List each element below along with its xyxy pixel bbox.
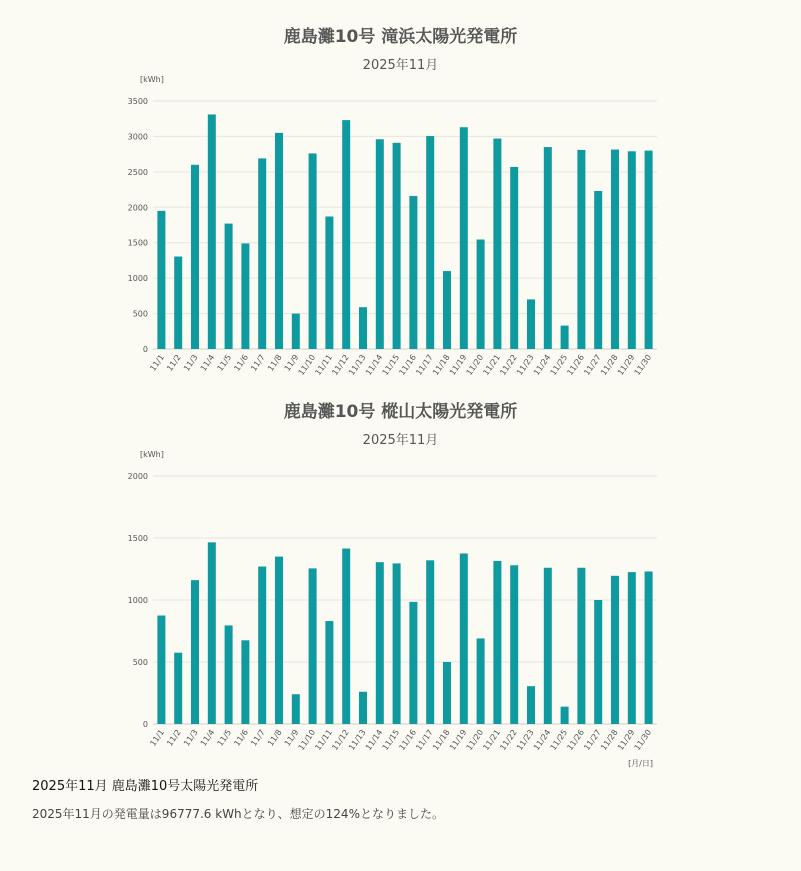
x-tick-label: 11/3	[181, 352, 200, 373]
summary-title: 2025年11月 鹿島灘10号太陽光発電所	[32, 779, 259, 794]
bar	[409, 602, 417, 724]
x-tick-label: 11/19	[447, 727, 469, 753]
x-tick-label: 11/20	[464, 352, 486, 378]
bar	[544, 147, 552, 349]
bar	[309, 568, 317, 724]
bar	[577, 568, 585, 724]
x-tick-label: 11/11	[313, 352, 335, 378]
y-tick-label: 1500	[127, 238, 148, 248]
bar	[628, 151, 636, 349]
bar	[258, 567, 266, 724]
bar	[594, 600, 602, 724]
bar	[460, 127, 468, 349]
y-tick-label: 1500	[127, 534, 148, 543]
bar	[258, 158, 266, 349]
bar	[157, 211, 165, 349]
x-tick-label: 11/27	[582, 352, 603, 378]
x-tick-label: 11/15	[380, 727, 402, 753]
bar	[460, 554, 468, 725]
bar	[426, 560, 434, 724]
x-tick-label: 11/21	[481, 352, 503, 378]
x-tick-label: 11/14	[363, 727, 385, 753]
bar	[325, 621, 333, 724]
x-tick-label: 11/3	[181, 727, 200, 748]
x-tick-label: 11/4	[198, 727, 217, 748]
bar	[493, 561, 501, 724]
bar	[359, 692, 367, 724]
x-tick-label: 11/23	[515, 352, 536, 378]
x-tick-label: 11/25	[548, 727, 570, 753]
x-tick-label: 11/12	[330, 727, 351, 753]
x-tick-label: 11/7	[249, 727, 267, 748]
x-tick-label: 11/5	[215, 352, 234, 373]
bar	[510, 565, 518, 724]
bar	[527, 299, 535, 349]
chart-1-title: 鹿島灘10号 滝浜太陽光発電所	[283, 27, 518, 47]
chart-2-title: 鹿島灘10号 樅山太陽光発電所	[283, 402, 518, 422]
chart-2-svg	[0, 445, 801, 770]
y-unit-label: [kWh]	[140, 75, 164, 84]
bar	[443, 662, 451, 724]
bar	[493, 139, 501, 349]
x-tick-label: 11/17	[414, 352, 435, 378]
x-tick-label: 11/16	[397, 352, 419, 378]
y-tick-label: 2000	[127, 203, 148, 213]
x-tick-label: 11/20	[464, 727, 486, 753]
bar	[561, 707, 569, 724]
x-tick-label: 11/2	[165, 352, 183, 373]
bar	[577, 150, 585, 349]
x-tick-label: 11/28	[599, 352, 620, 378]
bar	[225, 224, 233, 349]
bar	[527, 686, 535, 724]
x-tick-label: 11/10	[296, 727, 318, 753]
bar	[544, 568, 552, 724]
bar	[174, 257, 182, 349]
x-tick-label: 11/21	[481, 727, 503, 753]
y-tick-label: 500	[132, 309, 148, 319]
x-tick-label: 11/10	[296, 352, 318, 378]
x-tick-label: 11/1	[148, 727, 167, 748]
bar	[393, 563, 401, 724]
bar	[275, 133, 283, 349]
bar	[594, 191, 602, 349]
bar	[191, 580, 199, 724]
y-tick-label: 2500	[127, 167, 148, 177]
chart-1-svg	[0, 70, 801, 400]
x-tick-label: 11/8	[265, 727, 284, 748]
y-tick-label: 3500	[127, 97, 148, 106]
x-tick-label: 11/7	[249, 352, 267, 373]
bar	[275, 557, 283, 724]
bar	[426, 136, 434, 349]
x-tick-label: 11/29	[615, 727, 637, 753]
x-tick-label: 11/26	[565, 727, 587, 753]
bar	[359, 307, 367, 349]
bar	[292, 694, 300, 724]
x-tick-label: 11/16	[397, 727, 419, 753]
y-tick-label: 1000	[127, 274, 148, 284]
x-tick-label: 11/8	[265, 352, 284, 373]
x-tick-label: 11/14	[363, 352, 385, 378]
bar	[325, 216, 333, 349]
x-tick-label: 11/13	[347, 352, 368, 378]
bar	[628, 572, 636, 724]
x-tick-label: 11/2	[165, 727, 183, 748]
bar	[174, 653, 182, 724]
x-tick-label: 11/19	[447, 352, 469, 378]
bar	[477, 638, 485, 724]
x-tick-label: 11/12	[330, 352, 351, 378]
x-tick-label: 11/13	[347, 727, 368, 753]
x-tick-label: 11/24	[531, 727, 553, 753]
bar	[292, 314, 300, 349]
bar	[225, 625, 233, 724]
x-tick-label: 11/6	[232, 727, 251, 748]
bar	[376, 139, 384, 349]
x-tick-label: 11/18	[431, 727, 452, 753]
bar	[393, 143, 401, 349]
x-unit-label: [月/日]	[628, 759, 653, 768]
x-tick-label: 11/9	[282, 727, 301, 748]
bar	[645, 571, 653, 724]
bar	[561, 326, 569, 349]
x-tick-label: 11/9	[282, 352, 301, 373]
bar	[309, 153, 317, 349]
y-tick-label: 0	[142, 720, 148, 729]
bar	[241, 243, 249, 349]
bar	[611, 150, 619, 349]
y-unit-label: [kWh]	[140, 450, 164, 459]
x-tick-label: 11/30	[632, 352, 654, 378]
bar	[208, 542, 216, 724]
x-tick-label: 11/23	[515, 727, 536, 753]
x-tick-label: 11/18	[431, 352, 452, 378]
x-tick-label: 11/17	[414, 727, 435, 753]
x-tick-label: 11/22	[498, 352, 519, 378]
x-tick-label: 11/26	[565, 352, 587, 378]
x-tick-label: 11/28	[599, 727, 620, 753]
summary-text: 2025年11月の発電量は96777.6 kWhとなり、想定の124%となりました。	[32, 807, 444, 821]
bar	[409, 196, 417, 349]
x-tick-label: 11/1	[148, 352, 167, 373]
x-tick-label: 11/4	[198, 352, 217, 373]
bar	[443, 271, 451, 349]
x-tick-label: 11/27	[582, 727, 603, 753]
bar	[157, 616, 165, 725]
y-tick-label: 1000	[127, 596, 148, 605]
x-tick-label: 11/15	[380, 352, 402, 378]
bar	[510, 167, 518, 349]
chart-1-subtitle: 2025年11月	[362, 58, 439, 73]
y-tick-label: 0	[142, 345, 148, 354]
x-tick-label: 11/6	[232, 352, 251, 373]
bar	[477, 240, 485, 349]
chart-2-subtitle: 2025年11月	[362, 433, 439, 448]
bar	[208, 114, 216, 349]
x-tick-label: 11/24	[531, 352, 553, 378]
y-tick-label: 2000	[127, 472, 148, 481]
x-tick-label: 11/29	[615, 352, 637, 378]
x-tick-label: 11/22	[498, 727, 519, 753]
bar	[342, 120, 350, 349]
x-tick-label: 11/11	[313, 727, 335, 753]
y-tick-label: 3000	[127, 132, 148, 142]
bar	[241, 640, 249, 724]
x-tick-label: 11/25	[548, 352, 570, 378]
bar	[611, 576, 619, 724]
bar	[191, 165, 199, 349]
x-tick-label: 11/30	[632, 727, 654, 753]
bar	[645, 151, 653, 349]
y-tick-label: 500	[132, 658, 148, 667]
bar	[342, 549, 350, 724]
x-tick-label: 11/5	[215, 727, 234, 748]
bar	[376, 562, 384, 724]
